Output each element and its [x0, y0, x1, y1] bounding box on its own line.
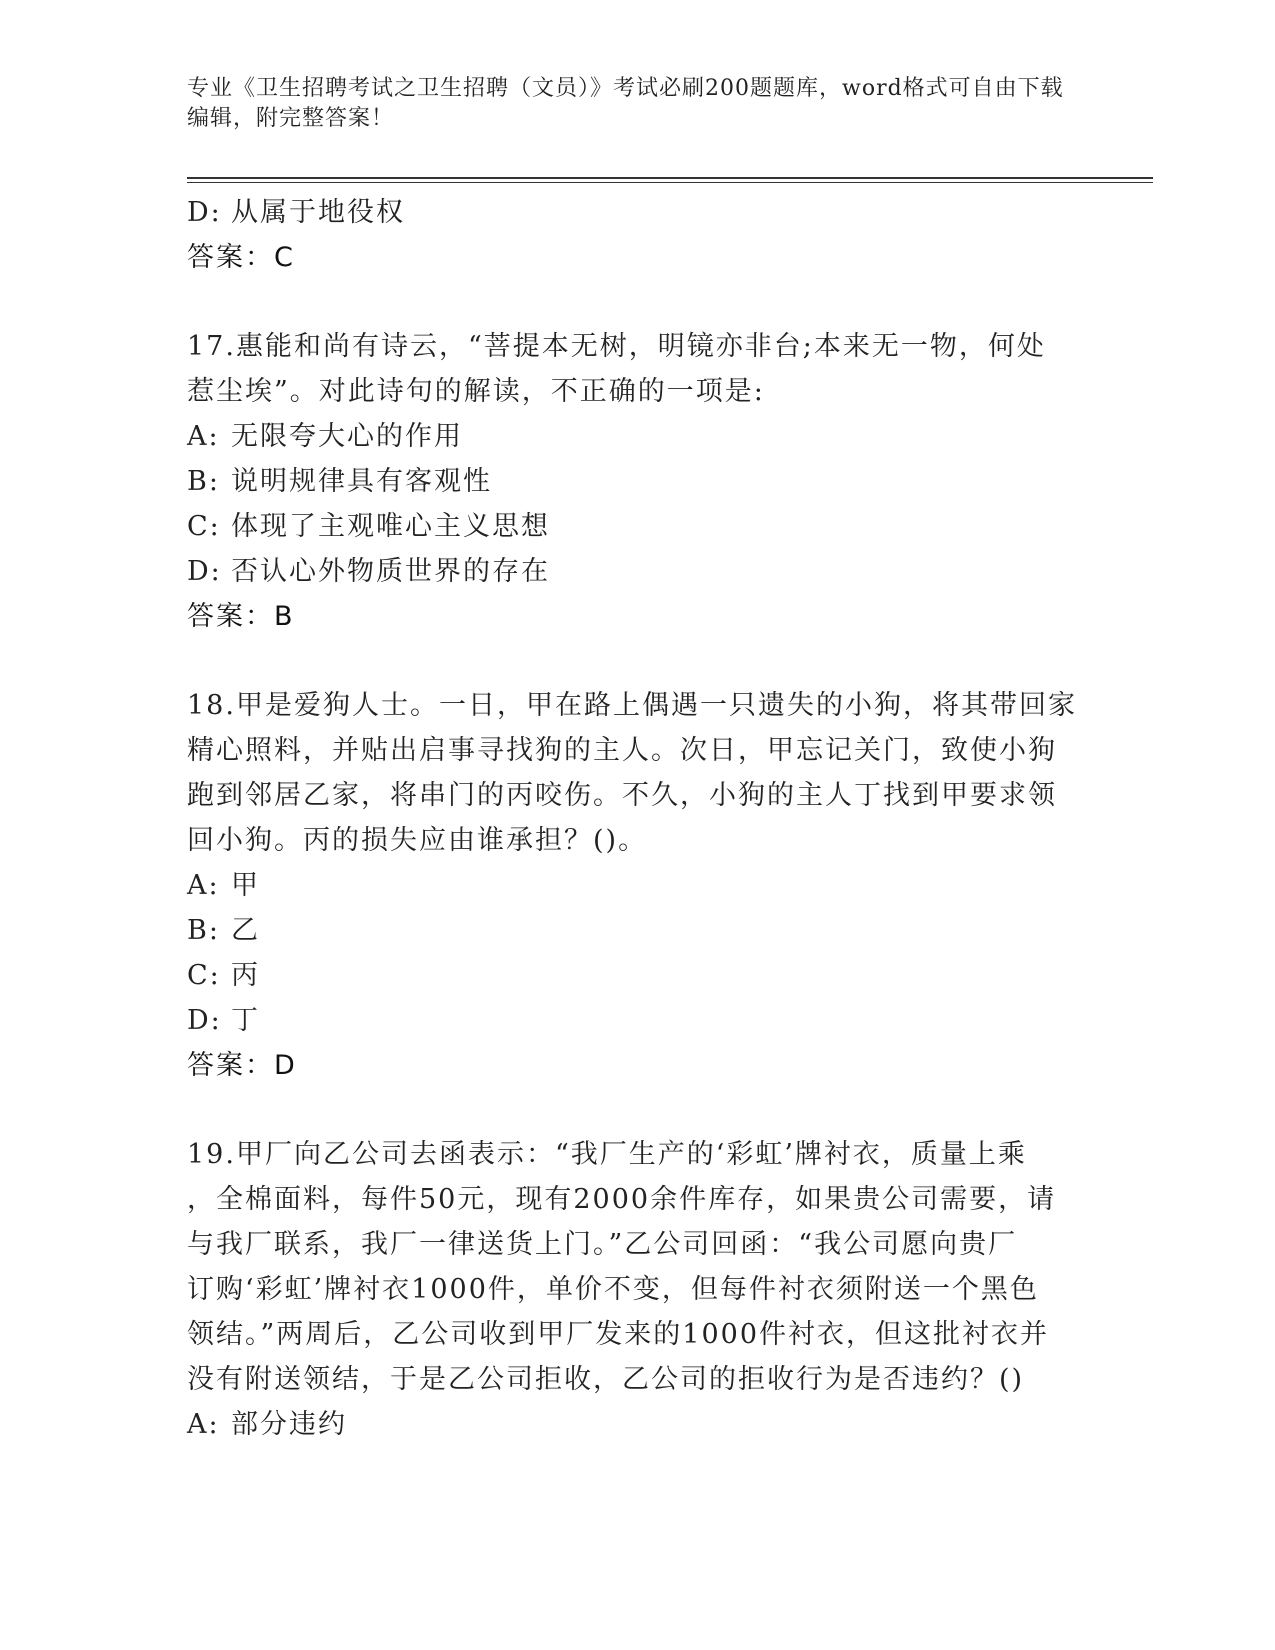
option-letter: B: — [187, 915, 220, 946]
option-letter: B: — [187, 466, 220, 497]
question-19-stem-line: 领结。”两周后，乙公司收到甲厂发来的1000件衬衣，但这批衬衣并 — [187, 1319, 1050, 1350]
option-letter: D: — [187, 197, 222, 228]
header-rule-thin — [187, 182, 1153, 183]
question-content — [187, 190, 1087, 1447]
option-letter: C: — [187, 511, 221, 542]
option-text: 乙 — [231, 915, 260, 946]
question-18-stem-line: 跑到邻居乙家，将串门的丙咬伤。不久，小狗的主人丁找到甲要求领 — [187, 780, 1057, 811]
answer-line: 答案：C — [187, 242, 295, 273]
option-text: 从属于地役权 — [231, 197, 405, 228]
option-b — [187, 459, 1087, 504]
question-19-stem-line: 19.甲厂向乙公司去函表示：“我厂生产的‘彩虹’牌衬衣，质量上乘 — [187, 1139, 1027, 1170]
option-text: 体现了主观唯心主义思想 — [231, 511, 550, 542]
answer-line: 答案：D — [187, 1050, 297, 1081]
spacer — [187, 639, 1087, 683]
option-letter: A: — [187, 421, 220, 452]
option-letter: C: — [187, 960, 221, 991]
option-a — [187, 1402, 1087, 1447]
option-text: 说明规律具有客观性 — [231, 466, 492, 497]
option-a — [187, 863, 1087, 908]
option-text: 否认心外物质世界的存在 — [231, 556, 550, 587]
option-letter: D: — [187, 556, 222, 587]
option-d — [187, 998, 1087, 1043]
option-text: 甲 — [231, 870, 260, 901]
header-rule-thick — [187, 177, 1153, 179]
option-a — [187, 414, 1087, 459]
option-text: 丁 — [231, 1005, 260, 1036]
option-letter: A: — [187, 1409, 220, 1440]
option-text: 部分违约 — [231, 1409, 347, 1440]
option-d — [187, 190, 1087, 235]
question-18-stem-line: 精心照料，并贴出启事寻找狗的主人。次日，甲忘记关门，致使小狗 — [187, 735, 1057, 766]
question-18-stem-line: 18.甲是爱狗人士。一日，甲在路上偶遇一只遗失的小狗，将其带回家 — [187, 690, 1077, 721]
question-19-stem-line: 与我厂联系，我厂一律送货上门。”乙公司回函：“我公司愿向贵厂 — [187, 1229, 1018, 1260]
option-letter: A: — [187, 870, 220, 901]
spacer — [187, 1088, 1087, 1132]
page-header: 专业《卫生招聘考试之卫生招聘（文员）》考试必刷200题题库，word格式可自由下载编辑，附完整答案！ — [187, 76, 1064, 131]
spacer — [187, 280, 1087, 324]
question-17-stem-line-2: 惹尘埃”。对此诗句的解读，不正确的一项是: — [187, 376, 765, 407]
question-19-stem-line: 没有附送领结，于是乙公司拒收，乙公司的拒收行为是否违约？() — [187, 1364, 1025, 1395]
question-19-stem-line: 订购‘彩虹’牌衬衣1000件，单价不变，但每件衬衣须附送一个黑色 — [187, 1274, 1039, 1305]
option-c — [187, 504, 1087, 549]
option-d — [187, 549, 1087, 594]
option-text: 丙 — [231, 960, 260, 991]
option-letter: D: — [187, 1005, 222, 1036]
answer-line: 答案：B — [187, 601, 295, 632]
option-text: 无限夸大心的作用 — [231, 421, 463, 452]
question-19-stem-line: ，全棉面料，每件50元，现有2000余件库存，如果贵公司需要，请 — [187, 1184, 1057, 1215]
question-17-stem-line-1: 17.惠能和尚有诗云，“菩提本无树，明镜亦非台;本来无一物，何处 — [187, 331, 1046, 362]
question-18-stem-line: 回小狗。丙的损失应由谁承担？()。 — [187, 825, 648, 856]
option-c — [187, 953, 1087, 998]
option-b — [187, 908, 1087, 953]
